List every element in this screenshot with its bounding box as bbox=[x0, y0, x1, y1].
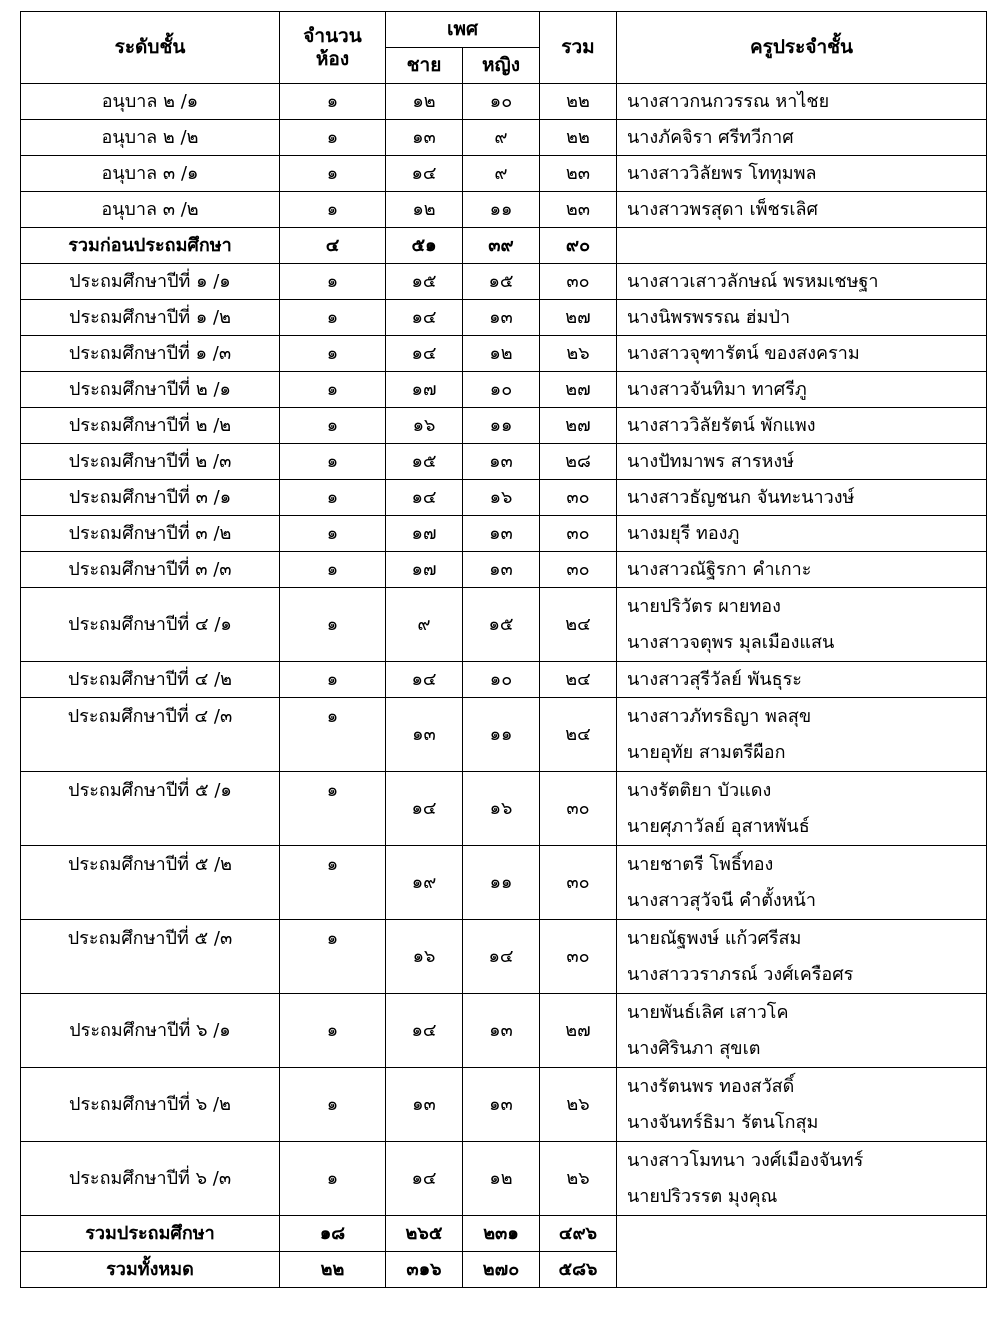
female-cell: ๙ bbox=[463, 120, 540, 156]
female-cell: ๑๑ bbox=[463, 698, 540, 772]
table-row bbox=[21, 920, 987, 994]
total-cell: ๒๒ bbox=[540, 84, 617, 120]
level-cell: อนุบาล ๓ /๑ bbox=[21, 156, 280, 192]
total-cell: ๒๗ bbox=[540, 372, 617, 408]
teacher-name: นางสาวสุวัจนี คำตั้งหน้า bbox=[627, 889, 816, 911]
teacher-name: นางสาวกนกวรรณ หาไชย bbox=[627, 90, 830, 112]
female-cell: ๑๓ bbox=[463, 516, 540, 552]
table-row bbox=[21, 1142, 987, 1216]
total-cell: ๒๒ bbox=[540, 120, 617, 156]
rooms-cell: ๑ bbox=[280, 300, 386, 336]
male-cell: ๑๔ bbox=[386, 336, 463, 372]
total-cell: ๒๗ bbox=[540, 408, 617, 444]
female-cell: ๑๓ bbox=[463, 552, 540, 588]
table-row bbox=[21, 300, 987, 336]
rooms-cell: ๑ bbox=[280, 336, 386, 372]
rooms-cell: ๑ bbox=[280, 662, 386, 698]
level-cell: รวมทั้งหมด bbox=[21, 1252, 280, 1288]
male-cell: ๕๑ bbox=[386, 228, 463, 264]
female-cell: ๑๖ bbox=[463, 480, 540, 516]
teacher-cell bbox=[617, 994, 987, 1068]
teacher-name: นางสาวจันทิมา ทาศรีภู bbox=[627, 378, 807, 400]
total-cell: ๓๐ bbox=[540, 480, 617, 516]
teacher-cell bbox=[617, 84, 987, 120]
female-cell: ๓๙ bbox=[463, 228, 540, 264]
teacher-name: นางนิพรพรรณ ฮ่มป่า bbox=[627, 306, 791, 328]
table-summary-row bbox=[21, 228, 987, 264]
rooms-cell: ๑ bbox=[280, 156, 386, 192]
rooms-cell: ๑ bbox=[280, 588, 386, 662]
header-rooms bbox=[280, 12, 386, 84]
teacher-cell bbox=[617, 192, 987, 228]
female-cell: ๑๐ bbox=[463, 84, 540, 120]
rooms-cell: ๑ bbox=[280, 444, 386, 480]
table-row bbox=[21, 264, 987, 300]
male-cell: ๒๖๕ bbox=[386, 1216, 463, 1252]
male-cell: ๙ bbox=[386, 588, 463, 662]
female-cell: ๑๓ bbox=[463, 1068, 540, 1142]
male-cell: ๑๓ bbox=[386, 120, 463, 156]
rooms-cell: ๑ bbox=[280, 920, 386, 994]
rooms-cell: ๑ bbox=[280, 408, 386, 444]
level-cell: ประถมศึกษาปีที่ ๖ /๓ bbox=[21, 1142, 280, 1216]
total-cell: ๒๖ bbox=[540, 1068, 617, 1142]
teacher-name: นางภัคจิรา ศรีทวีกาศ bbox=[627, 126, 794, 148]
level-cell: ประถมศึกษาปีที่ ๒ /๑ bbox=[21, 372, 280, 408]
rooms-cell: ๑ bbox=[280, 120, 386, 156]
level-cell: อนุบาล ๒ /๑ bbox=[21, 84, 280, 120]
total-cell: ๒๗ bbox=[540, 300, 617, 336]
total-cell: ๒๔ bbox=[540, 698, 617, 772]
total-cell: ๒๖ bbox=[540, 336, 617, 372]
rooms-cell: ๑ bbox=[280, 264, 386, 300]
teacher-cell bbox=[617, 516, 987, 552]
level-cell: ประถมศึกษาปีที่ ๓ /๒ bbox=[21, 516, 280, 552]
teacher-cell bbox=[617, 846, 987, 920]
level-cell: ประถมศึกษาปีที่ ๔ /๓ bbox=[21, 698, 280, 772]
rooms-cell: ๑ bbox=[280, 372, 386, 408]
male-cell: ๑๙ bbox=[386, 846, 463, 920]
teacher-cell bbox=[617, 408, 987, 444]
female-cell: ๑๕ bbox=[463, 588, 540, 662]
table-row bbox=[21, 552, 987, 588]
total-cell: ๙๐ bbox=[540, 228, 617, 264]
teacher-name: นางสาวณัฐิรกา คำเกาะ bbox=[627, 558, 812, 580]
level-cell: ประถมศึกษาปีที่ ๑ /๒ bbox=[21, 300, 280, 336]
teacher-name: นางสาวจตุพร มุลเมืองแสน bbox=[627, 631, 835, 653]
teacher-cell bbox=[617, 444, 987, 480]
teacher-name: นางจันทร์ธิมา รัตนโกสุม bbox=[627, 1111, 819, 1133]
table-row bbox=[21, 1068, 987, 1142]
total-cell: ๓๐ bbox=[540, 772, 617, 846]
header-teacher: ครูประจำชั้น bbox=[617, 12, 987, 84]
level-cell: ประถมศึกษาปีที่ ๓ /๓ bbox=[21, 552, 280, 588]
male-cell: ๓๑๖ bbox=[386, 1252, 463, 1288]
header-level: ระดับชั้น bbox=[21, 12, 280, 84]
rooms-cell: ๑ bbox=[280, 698, 386, 772]
level-cell: ประถมศึกษาปีที่ ๑ /๑ bbox=[21, 264, 280, 300]
total-cell: ๒๔ bbox=[540, 662, 617, 698]
teacher-name: นายปริวัตร ผายทอง bbox=[627, 595, 781, 617]
rooms-cell: ๑ bbox=[280, 846, 386, 920]
level-cell: ประถมศึกษาปีที่ ๕ /๑ bbox=[21, 772, 280, 846]
female-cell: ๑๔ bbox=[463, 920, 540, 994]
teacher-cell bbox=[617, 300, 987, 336]
teacher-cell bbox=[617, 372, 987, 408]
table-body bbox=[21, 84, 987, 1288]
male-cell: ๑๖ bbox=[386, 920, 463, 994]
level-cell: ประถมศึกษาปีที่ ๑ /๓ bbox=[21, 336, 280, 372]
level-cell: ประถมศึกษาปีที่ ๒ /๒ bbox=[21, 408, 280, 444]
female-cell: ๑๐ bbox=[463, 372, 540, 408]
teacher-cell bbox=[617, 120, 987, 156]
table-row bbox=[21, 120, 987, 156]
rooms-cell: ๑๘ bbox=[280, 1216, 386, 1252]
female-cell: ๑๑ bbox=[463, 408, 540, 444]
total-cell: ๒๖ bbox=[540, 1142, 617, 1216]
rooms-cell: ๑ bbox=[280, 994, 386, 1068]
male-cell: ๑๖ bbox=[386, 408, 463, 444]
rooms-cell: ๑ bbox=[280, 192, 386, 228]
table-row bbox=[21, 372, 987, 408]
teacher-cell bbox=[617, 336, 987, 372]
header-rooms-line1: จำนวน bbox=[303, 24, 362, 47]
teacher-name: นายพันธ์เลิศ เสาวโค bbox=[627, 1001, 789, 1023]
total-cell: ๓๐ bbox=[540, 920, 617, 994]
header-rooms-line2: ห้อง bbox=[315, 47, 350, 70]
teacher-name: นางสาววิลัยพร โททุมพล bbox=[627, 162, 817, 184]
total-cell: ๒๗ bbox=[540, 994, 617, 1068]
rooms-cell: ๒๒ bbox=[280, 1252, 386, 1288]
total-cell: ๒๓ bbox=[540, 192, 617, 228]
male-cell: ๑๔ bbox=[386, 480, 463, 516]
female-cell: ๑๑ bbox=[463, 192, 540, 228]
table-row bbox=[21, 480, 987, 516]
teacher-name: นางสาวโมทนา วงศ์เมืองจันทร์ bbox=[627, 1149, 864, 1171]
female-cell: ๒๓๑ bbox=[463, 1216, 540, 1252]
rooms-cell: ๑ bbox=[280, 1142, 386, 1216]
female-cell: ๑๓ bbox=[463, 444, 540, 480]
total-cell: ๕๘๖ bbox=[540, 1252, 617, 1288]
female-cell: ๑๐ bbox=[463, 662, 540, 698]
level-cell: ประถมศึกษาปีที่ ๕ /๒ bbox=[21, 846, 280, 920]
rooms-cell: ๑ bbox=[280, 772, 386, 846]
total-cell: ๒๓ bbox=[540, 156, 617, 192]
table-row bbox=[21, 408, 987, 444]
table-row bbox=[21, 772, 987, 846]
teacher-cell bbox=[617, 588, 987, 662]
teacher-name: นางรัตนพร ทองสวัสดิ์ bbox=[627, 1075, 795, 1097]
male-cell: ๑๔ bbox=[386, 1142, 463, 1216]
female-cell: ๑๕ bbox=[463, 264, 540, 300]
teacher-name: นางศิรินภา สุขเต bbox=[627, 1037, 761, 1059]
male-cell: ๑๔ bbox=[386, 994, 463, 1068]
female-cell: ๑๒ bbox=[463, 1142, 540, 1216]
teacher-cell bbox=[617, 662, 987, 698]
teacher-name: นางมยุรี ทองภู bbox=[627, 522, 740, 544]
level-cell: ประถมศึกษาปีที่ ๔ /๑ bbox=[21, 588, 280, 662]
header-gender: เพศ bbox=[386, 12, 540, 48]
male-cell: ๑๗ bbox=[386, 372, 463, 408]
female-cell: ๑๓ bbox=[463, 994, 540, 1068]
teacher-name: นางรัตติยา บัวแดง bbox=[627, 779, 772, 801]
table-row bbox=[21, 516, 987, 552]
teacher-name: นางสาววราภรณ์ วงศ์เครือศร bbox=[627, 963, 854, 985]
teacher-cell bbox=[617, 1142, 987, 1216]
female-cell: ๒๗๐ bbox=[463, 1252, 540, 1288]
male-cell: ๑๓ bbox=[386, 698, 463, 772]
female-cell: ๑๓ bbox=[463, 300, 540, 336]
teacher-cell bbox=[617, 480, 987, 516]
total-cell: ๔๙๖ bbox=[540, 1216, 617, 1252]
male-cell: ๑๔ bbox=[386, 772, 463, 846]
female-cell: ๙ bbox=[463, 156, 540, 192]
teacher-name: นางปัทมาพร สารหงษ์ bbox=[627, 450, 795, 472]
rooms-cell: ๔ bbox=[280, 228, 386, 264]
teacher-name: นายศุภาวัลย์ อุสาหพันธ์ bbox=[627, 815, 810, 837]
female-cell: ๑๒ bbox=[463, 336, 540, 372]
teacher-name: นายอุทัย สามตรีผือก bbox=[627, 741, 786, 763]
level-cell: รวมก่อนประถมศึกษา bbox=[21, 228, 280, 264]
total-cell: ๓๐ bbox=[540, 552, 617, 588]
level-cell: ประถมศึกษาปีที่ ๔ /๒ bbox=[21, 662, 280, 698]
teacher-cell bbox=[617, 552, 987, 588]
male-cell: ๑๕ bbox=[386, 264, 463, 300]
level-cell: ประถมศึกษาปีที่ ๖ /๑ bbox=[21, 994, 280, 1068]
teacher-cell bbox=[617, 1068, 987, 1142]
male-cell: ๑๒ bbox=[386, 84, 463, 120]
teacher-name: นางสาวธัญชนก จันทะนาวงษ์ bbox=[627, 486, 855, 508]
table-row bbox=[21, 84, 987, 120]
header-male: ชาย bbox=[386, 48, 463, 84]
teacher-cell-empty bbox=[617, 1216, 987, 1288]
table-row bbox=[21, 192, 987, 228]
teacher-name: นายณัฐพงษ์ แก้วศรีสม bbox=[627, 927, 802, 949]
teacher-cell bbox=[617, 772, 987, 846]
level-cell: รวมประถมศึกษา bbox=[21, 1216, 280, 1252]
level-cell: ประถมศึกษาปีที่ ๕ /๓ bbox=[21, 920, 280, 994]
table-row bbox=[21, 336, 987, 372]
male-cell: ๑๔ bbox=[386, 156, 463, 192]
header-total: รวม bbox=[540, 12, 617, 84]
teacher-name: นางสาวเสาวลักษณ์ พรหมเชษฐา bbox=[627, 270, 879, 292]
total-cell: ๓๐ bbox=[540, 264, 617, 300]
table-summary-row bbox=[21, 1216, 987, 1252]
rooms-cell: ๑ bbox=[280, 552, 386, 588]
teacher-cell bbox=[617, 698, 987, 772]
table-row bbox=[21, 444, 987, 480]
teacher-cell bbox=[617, 264, 987, 300]
table-row bbox=[21, 588, 987, 662]
level-cell: ประถมศึกษาปีที่ ๖ /๒ bbox=[21, 1068, 280, 1142]
table-row bbox=[21, 698, 987, 772]
male-cell: ๑๔ bbox=[386, 300, 463, 336]
table-row bbox=[21, 156, 987, 192]
teacher-name: นางสาวสุรีวัลย์ พันธุระ bbox=[627, 668, 802, 690]
header-female: หญิง bbox=[463, 48, 540, 84]
male-cell: ๑๗ bbox=[386, 516, 463, 552]
male-cell: ๑๔ bbox=[386, 662, 463, 698]
male-cell: ๑๒ bbox=[386, 192, 463, 228]
level-cell: ประถมศึกษาปีที่ ๒ /๓ bbox=[21, 444, 280, 480]
table-row bbox=[21, 846, 987, 920]
table-row bbox=[21, 662, 987, 698]
total-cell: ๒๔ bbox=[540, 588, 617, 662]
teacher-name: นางสาวภัทรธิญา พลสุข bbox=[627, 705, 812, 727]
rooms-cell: ๑ bbox=[280, 1068, 386, 1142]
class-summary-table bbox=[20, 11, 987, 1288]
male-cell: ๑๗ bbox=[386, 552, 463, 588]
rooms-cell: ๑ bbox=[280, 516, 386, 552]
table-row bbox=[21, 994, 987, 1068]
teacher-name: นายชาตรี โพธิ์ทอง bbox=[627, 853, 774, 875]
rooms-cell: ๑ bbox=[280, 480, 386, 516]
teacher-cell-empty bbox=[617, 228, 987, 264]
teacher-name: นางสาววิลัยรัตน์ พักแพง bbox=[627, 414, 816, 436]
teacher-cell bbox=[617, 156, 987, 192]
level-cell: อนุบาล ๓ /๒ bbox=[21, 192, 280, 228]
total-cell: ๓๐ bbox=[540, 516, 617, 552]
level-cell: อนุบาล ๒ /๒ bbox=[21, 120, 280, 156]
female-cell: ๑๖ bbox=[463, 772, 540, 846]
total-cell: ๓๐ bbox=[540, 846, 617, 920]
teacher-name: นางสาวพรสุดา เพ็ชรเลิศ bbox=[627, 198, 818, 220]
female-cell: ๑๑ bbox=[463, 846, 540, 920]
male-cell: ๑๕ bbox=[386, 444, 463, 480]
teacher-name: นางสาวจุฑารัตน์ ของสงคราม bbox=[627, 342, 860, 364]
teacher-name: นายปริวรรต มุงคุณ bbox=[627, 1185, 778, 1207]
teacher-cell bbox=[617, 920, 987, 994]
level-cell: ประถมศึกษาปีที่ ๓ /๑ bbox=[21, 480, 280, 516]
total-cell: ๒๘ bbox=[540, 444, 617, 480]
male-cell: ๑๓ bbox=[386, 1068, 463, 1142]
rooms-cell: ๑ bbox=[280, 84, 386, 120]
